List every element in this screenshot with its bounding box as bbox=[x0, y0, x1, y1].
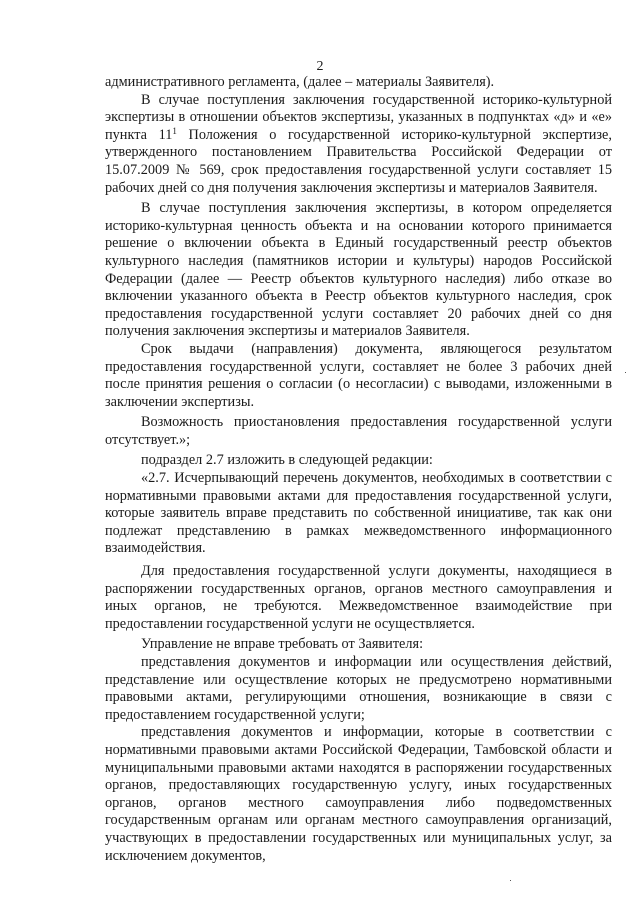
paragraph-2-continued: Положения о государственной историко-культурной экспертизе, утвержденного постановлением Правительства Российской Федерации от 15.07.2009 № 569, срок предоставления государственной услуги составляет 15 рабочих дней со дня получения заключения экспертизы и материалов Заявителя. bbox=[105, 126, 612, 196]
paragraph-4: Срок выдачи (направления) документа, являющегося результатом предоставления государственной услуги, составляет не более 3 рабочих дней после принятия решения о согласии (о несогласии) с выводами, изложенными в заключении экспертизы. bbox=[105, 340, 612, 410]
scan-speck bbox=[625, 372, 626, 373]
paragraph-11: представления документов и информации, которые в соответствии с нормативными правовыми актами Российской Федерации, Тамбовской области и муниципальными правовыми актами находятся в распоряжении государственных органов, предоставляющих государственную услугу, иных государственных органов, органов местного самоуправления либо подведомственных государственным органам или органам местного самоуправления организаций, участвующих в предоставлении государственных или муниципальных услуг, за исключением документов, bbox=[105, 724, 612, 864]
document-body bbox=[105, 74, 612, 865]
scan-speck bbox=[510, 880, 511, 881]
paragraph-6: подраздел 2.7 изложить в следующей редакции: bbox=[141, 452, 433, 469]
page-number: 2 bbox=[316, 59, 324, 74]
paragraph-10: представления документов и информации или осуществления действий, представление или осуществление которых не предусмотрено нормативными правовыми актами, регулирующими отношения, возникающие в связи с предоставлением государственной услуги; bbox=[105, 654, 612, 723]
paragraph-1: административного регламента, (далее – материалы Заявителя). bbox=[105, 74, 495, 90]
paragraph-2-text: В случае поступления заключения государственной историко-культурной экспертизы в отношении объектов экспертизы, указанных в подпунктах «д» и «е» пункта 11 bbox=[105, 91, 612, 143]
paragraph-3: В случае поступления заключения экспертизы, в котором определяется историко-культурная ценность объекта и на основании которого принимается решение о включении объекта в Единый государственный реестр объектов культурного наследия (памятников истории и культуры) народов Российской Федерации (далее — Реестр объектов культурного наследия) либо отказе во включении указанного объекта в Реестр объектов культурного наследия, срок предоставления государственной услуги составляет 20 рабочих дней со дня получения заключения экспертизы и материалов Заявителя. bbox=[105, 200, 612, 340]
paragraph-2 bbox=[105, 92, 612, 198]
footnote-mark: 1 bbox=[172, 125, 177, 136]
paragraph-8: Для предоставления государственной услуги документы, находящиеся в распоряжении государственных органов, органов местного самоуправления и иных органов, не требуются. Межведомственное взаимодействие при предоставлении государственной услуги не осуществляется. bbox=[105, 563, 612, 632]
paragraph-9: Управление не вправе требовать от Заявителя: bbox=[141, 636, 424, 653]
paragraph-5: Возможность приостановления предоставления государственной услуги отсутствует.»; bbox=[105, 414, 612, 448]
paragraph-7: «2.7. Исчерпывающий перечень документов, необходимых в соответствии с нормативными правовыми актами для предоставления государственной услуги, которые заявитель вправе представить по собственной инициативе, так как они подлежат представлению в рамках межведомственного информационного взаимодействия. bbox=[105, 470, 612, 557]
